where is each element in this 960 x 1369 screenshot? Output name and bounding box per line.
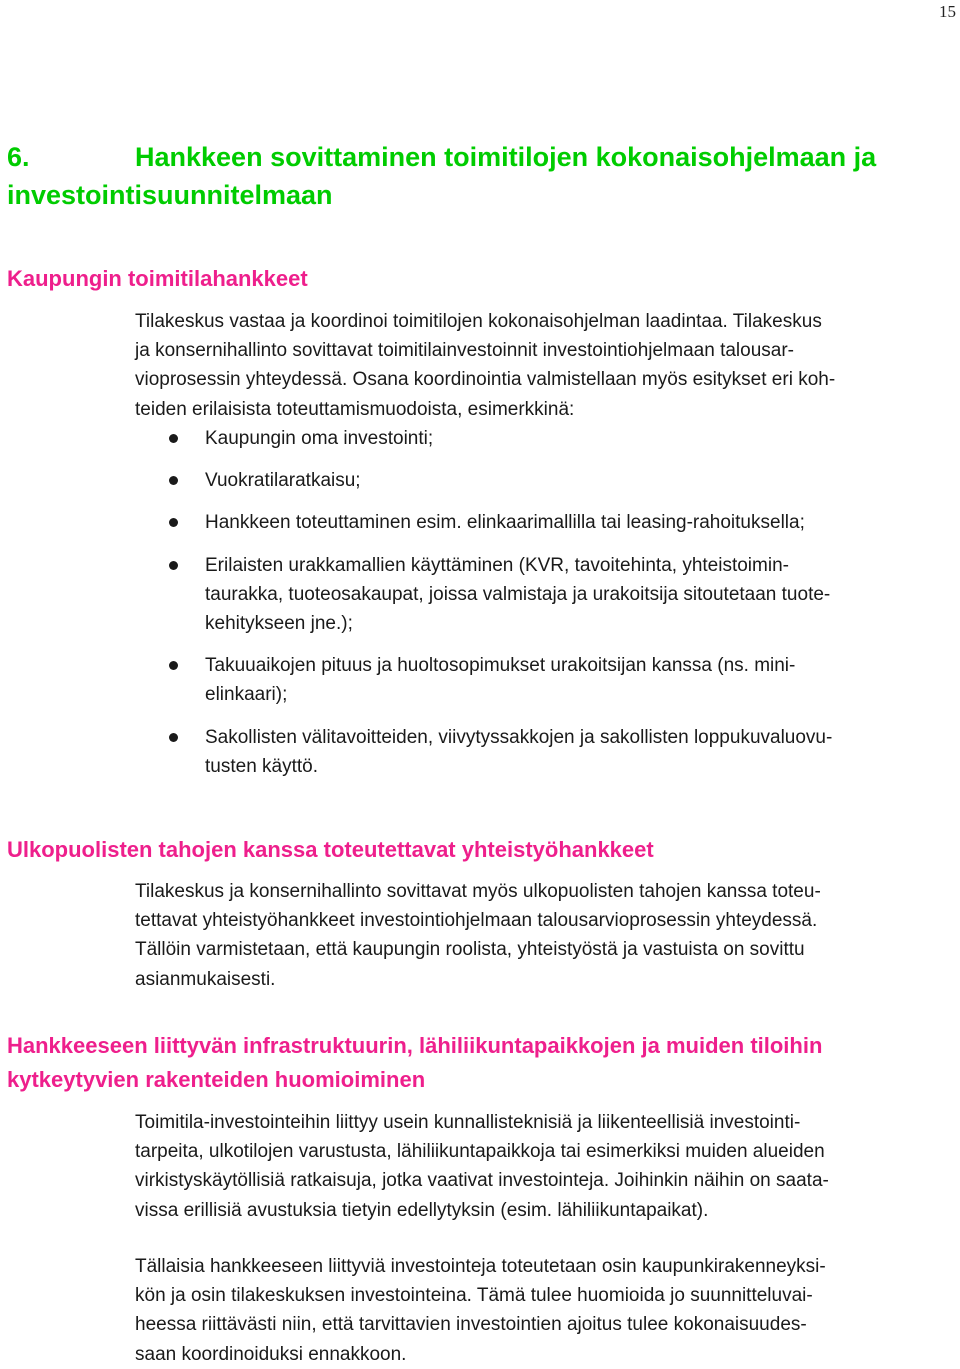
- chapter-title-line: Hankkeen sovittaminen toimitilojen kokonaisohjelmaan ja: [135, 142, 877, 172]
- text-line: elinkaari);: [205, 684, 288, 706]
- text-line: vioprosessin yhteydessä. Osana koordinointia valmistellaan myös esitykset eri koh-: [135, 369, 836, 391]
- text-line: Takuuaikojen pituus ja huoltosopimukset urakoitsijan kanssa (ns. mini-: [205, 655, 796, 677]
- list-item: [166, 551, 956, 639]
- bullet-list: [166, 424, 956, 781]
- text-line: Sakollisten välitavoitteiden, viivytyssakkojen ja sakollisten loppukuvaluovu-: [205, 726, 833, 748]
- text-line: Kaupungin oma investointi;: [205, 428, 434, 449]
- text-line: Toimitila-investointeihin liittyy usein kunnallisteknisiä ja liikenteellisiä investointi-: [135, 1112, 801, 1133]
- chapter-number: 6.: [7, 142, 30, 172]
- list-item: [166, 723, 956, 781]
- list-item: [166, 424, 956, 453]
- text-line: vissa erillisiä avustuksia tietyin edellytyksin (esim. lähiliikuntapaikat).: [135, 1199, 709, 1221]
- heading-line: kytkeytyvien rakenteiden huomioiminen: [7, 1067, 426, 1092]
- text-line: Tällöin varmistetaan, että kaupungin roolista, yhteistyöstä ja vastuista on sovittu: [135, 939, 805, 961]
- page-number: 15: [939, 2, 956, 21]
- text-line: Tällaisia hankkeeseen liittyviä investointeja toteutetaan osin kaupunkirakenneyksi-: [135, 1256, 826, 1277]
- section3-paragraph-1: [135, 1108, 950, 1225]
- heading-line: Hankkeeseen liittyvän infrastruktuurin, lähiliikuntapaikkojen ja muiden tiloihin: [7, 1033, 823, 1058]
- section-heading-infrastruktuuri: [7, 1029, 822, 1097]
- text-line: tettavat yhteistyöhankkeet investointiohjelmaan talousarvioprosessin yhteydessä.: [135, 910, 818, 932]
- text-line: tusten käyttö.: [205, 755, 319, 777]
- text-line: Hankkeen toteuttaminen esim. elinkaarimallilla tai leasing-rahoituksella;: [205, 512, 805, 534]
- text-line: Vuokratilaratkaisu;: [205, 470, 361, 492]
- text-line: Erilaisten urakkamallien käyttäminen (KVR, tavoitehinta, yhteistoimin-: [205, 554, 789, 576]
- text-line: ja konsernihallinto sovittavat toimitilainvestoinnit investointiohjelmaan talousar-: [135, 340, 795, 362]
- text-line: kehitykseen jne.);: [205, 613, 353, 635]
- section-heading-kaupungin-toimitilahankkeet: Kaupungin toimitilahankkeet: [7, 266, 308, 291]
- section2-paragraph: [135, 877, 950, 994]
- text-line: virkistyskäytöllisiä ratkaisuja, jotka vaativat investointeja. Joihinkin näihin on saata-: [135, 1170, 829, 1192]
- text-line: teiden erilaisista toteuttamismuodoista, esimerkkinä:: [135, 398, 575, 420]
- text-line: saan koordinoiduksi ennakkoon.: [135, 1343, 407, 1365]
- list-item: [166, 508, 956, 537]
- section-heading-ulkopuolisten-tahojen: Ulkopuolisten tahojen kanssa toteutettavat yhteistyöhankkeet: [7, 837, 654, 862]
- list-item: [166, 651, 956, 709]
- text-line: taurakka, tuoteosakaupat, joissa valmistaja ja urakoitsija sitoutetaan tuote-: [205, 583, 831, 605]
- text-line: tarpeita, ulkotilojen varustusta, lähiliikuntapaikkoja tai esimerkiksi muiden alueiden: [135, 1141, 825, 1163]
- text-line: Tilakeskus ja konsernihallinto sovittavat myös ulkopuolisten tahojen kanssa toteu-: [135, 881, 821, 902]
- chapter-title-line: investointisuunnitelmaan: [7, 180, 333, 210]
- text-line: kön ja osin tilakeskuksen investointeina. Tämä tulee huomioida jo suunnitteluvai-: [135, 1285, 813, 1307]
- chapter-heading: [7, 138, 947, 214]
- text-line: asianmukaisesti.: [135, 968, 276, 990]
- section1-paragraph: [135, 307, 950, 424]
- text-line: heessa riittävästi niin, että tarvittavien investointien ajoitus tulee kokonaisuudes-: [135, 1314, 807, 1336]
- text-line: Tilakeskus vastaa ja koordinoi toimitilojen kokonaisohjelman laadintaa. Tilakeskus: [135, 311, 822, 332]
- list-item: [166, 466, 956, 495]
- section3-paragraph-2: [135, 1252, 950, 1369]
